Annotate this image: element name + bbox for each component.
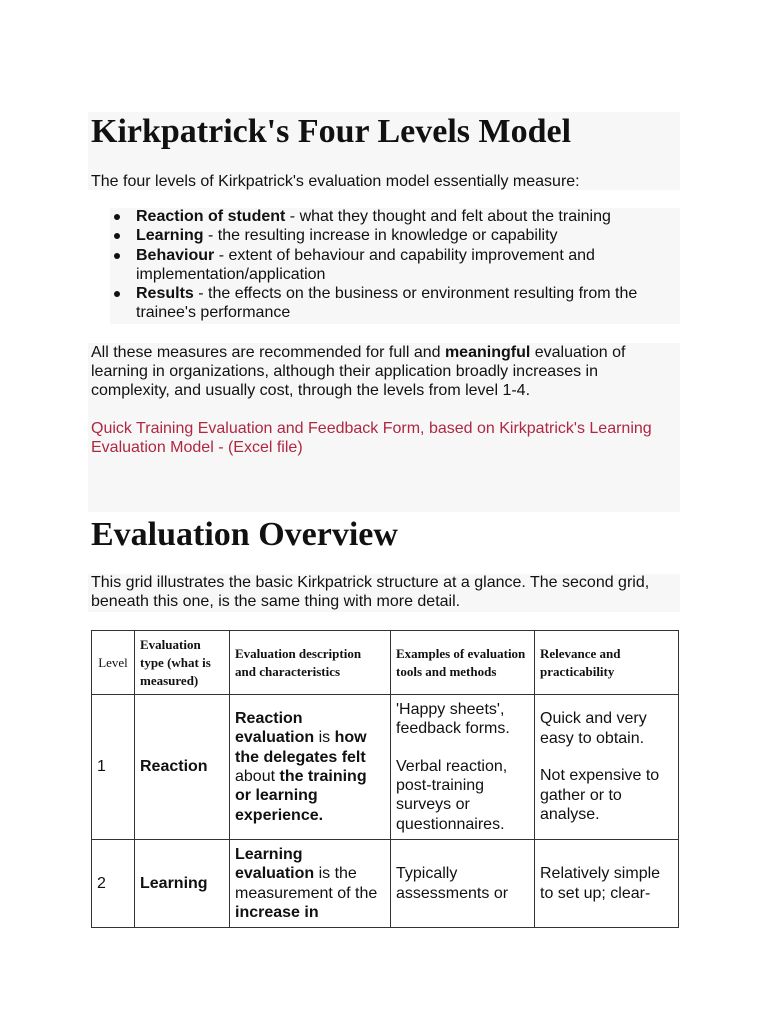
cell-level: 1 bbox=[92, 695, 135, 840]
table-row bbox=[92, 840, 679, 928]
cell-relevance: Quick and very easy to obtain. Not expensive to gather or to analyse. bbox=[535, 695, 679, 840]
section-title: Evaluation Overview bbox=[91, 516, 398, 553]
bullet-icon bbox=[114, 291, 120, 297]
cell-description: Learning evaluation is the measurement of the increase in bbox=[230, 840, 391, 928]
header-examples: Examples of evaluation tools and methods bbox=[391, 631, 535, 695]
list-item: Behaviour - extent of behaviour and capability improvement and implementation/application bbox=[112, 246, 672, 285]
header-level: Level bbox=[92, 631, 135, 695]
list-item: Learning - the resulting increase in knowledge or capability bbox=[112, 226, 672, 245]
cell-examples: 'Happy sheets', feedback forms. Verbal reaction, post-training surveys or questionnaires. bbox=[391, 695, 535, 840]
cell-relevance: Relatively simple to set up; clear- bbox=[535, 840, 679, 928]
page-title: Kirkpatrick's Four Levels Model bbox=[91, 113, 572, 150]
intro-text: The four levels of Kirkpatrick's evaluation model essentially measure: bbox=[91, 173, 580, 190]
cell-examples: Typically assessments or bbox=[391, 840, 535, 928]
cell-level: 2 bbox=[92, 840, 135, 928]
bullet-icon bbox=[114, 214, 120, 220]
bullet-icon bbox=[114, 253, 120, 259]
cell-description: Reaction evaluation is how the delegates felt about the training or learning experience. bbox=[230, 695, 391, 840]
table-row bbox=[92, 695, 679, 840]
table-header-row bbox=[92, 631, 679, 695]
header-type: Evaluation type (what is measured) bbox=[135, 631, 230, 695]
overview-intro: This grid illustrates the basic Kirkpatrick structure at a glance. The second grid, beneath this one, is the same thing with more detail. bbox=[91, 574, 650, 610]
feedback-form-link[interactable]: Quick Training Evaluation and Feedback Form, based on Kirkpatrick's Learning Evaluation Model - (Excel file) bbox=[91, 420, 652, 456]
levels-list bbox=[112, 207, 672, 323]
evaluation-grid bbox=[91, 630, 679, 928]
list-item: Results - the effects on the business or environment resulting from the trainee's performance bbox=[112, 284, 672, 323]
bullet-icon bbox=[114, 233, 120, 239]
measures-paragraph: All these measures are recommended for full and meaningful evaluation of learning in organizations, although their application broadly increases in complexity, and usually cost, through the levels from level 1-4. bbox=[91, 344, 626, 399]
cell-type: Reaction bbox=[135, 695, 230, 840]
header-description: Evaluation description and characteristics bbox=[230, 631, 391, 695]
header-relevance: Relevance and practicability bbox=[535, 631, 679, 695]
cell-type: Learning bbox=[135, 840, 230, 928]
list-item: Reaction of student - what they thought and felt about the training bbox=[112, 207, 672, 226]
